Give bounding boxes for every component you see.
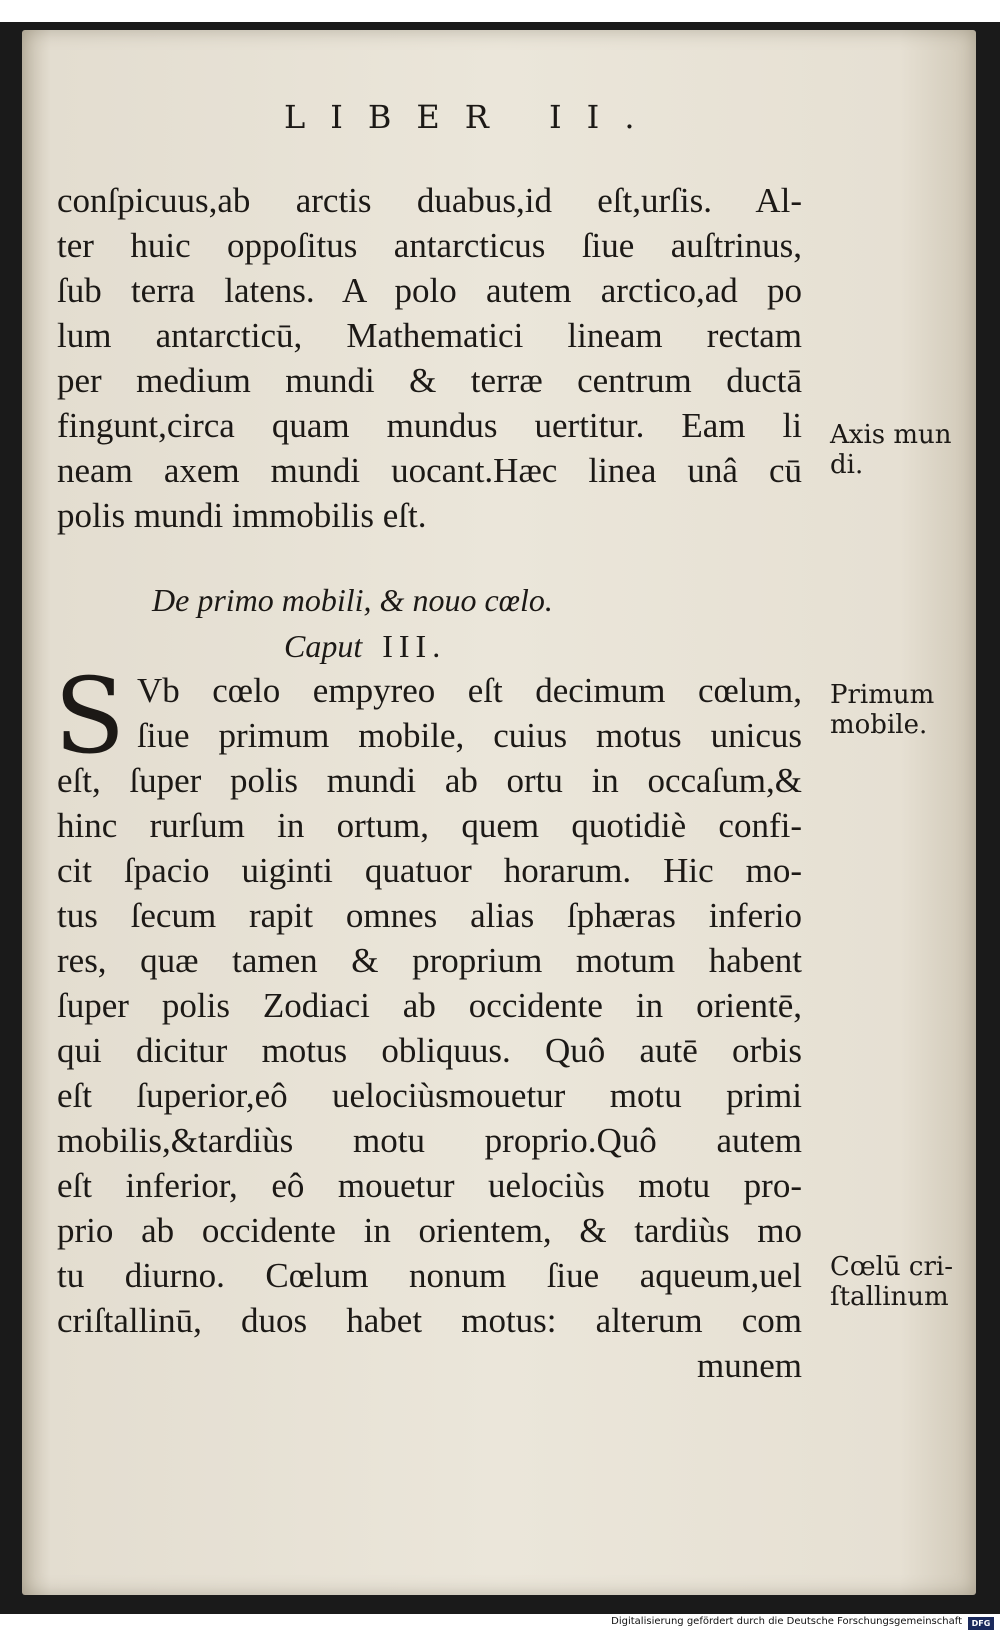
- text-line: conſpicuus,ab arctis duabus,id eſt,urſis. Al-: [57, 181, 802, 220]
- margin-note-primum: [830, 680, 934, 740]
- text-line: per medium mundi & terræ centrum ductā: [57, 361, 802, 400]
- running-header: LIBER II.: [284, 98, 660, 136]
- chapter-title: [284, 628, 446, 665]
- text-line: polis mundi immobilis eſt.: [57, 496, 427, 535]
- text-line: qui dicitur motus obliquus. Quô autē orbis: [57, 1031, 802, 1070]
- drop-cap: S: [54, 655, 126, 777]
- margin-note-coelum: [830, 1252, 953, 1312]
- text-line: mobilis,&tardiùs motu proprio.Quô autem: [57, 1121, 802, 1160]
- chapter-number: III.: [382, 628, 447, 664]
- text-line: ter huic oppoſitus antarcticus ſiue auſtrinus,: [57, 226, 802, 265]
- text-line: eſt ſuperior,eô uelociùsmouetur motu primi: [57, 1076, 802, 1115]
- margin-note-line: di.: [830, 450, 864, 480]
- footer-bar: [0, 1614, 1000, 1634]
- text-line: neam axem mundi uocant.Hæc linea unâ cū: [57, 451, 802, 490]
- margin-note-line: ſtallinum: [830, 1282, 949, 1312]
- text-line: ſuper polis Zodiaci ab occidente in orientē,: [57, 986, 802, 1025]
- section-title: De primo mobili, & nouo cœlo.: [152, 582, 553, 618]
- text-line: eſt inferior, eô mouetur uelociùs motu pro-: [57, 1166, 802, 1205]
- text-line: res, quæ tamen & proprium motum habent: [57, 941, 802, 980]
- text-line: hinc rurſum in ortum, quem quotidiè confi-: [57, 806, 802, 845]
- margin-note-line: Cœlū cri-: [830, 1252, 954, 1282]
- text-line: eſt, ſuper polis mundi ab ortu in occaſum,&: [57, 761, 802, 800]
- book-page: [22, 30, 976, 1595]
- dfg-logo-icon: DFG: [968, 1617, 994, 1630]
- margin-note-line: Axis mun: [830, 420, 952, 450]
- text-line: ſiue primum mobile, cuius motus unicus: [137, 716, 802, 755]
- text-line: cit ſpacio uiginti quatuor horarum. Hic mo-: [57, 851, 802, 890]
- text-line: prio ab occidente in orientem, & tardiùs mo: [57, 1211, 802, 1250]
- text-line: ſub terra latens. A polo autem arctico,ad po: [57, 271, 802, 310]
- margin-note-axis: [830, 420, 952, 480]
- catchword: munem: [697, 1346, 802, 1385]
- footer-credit: Digitalisierung gefördert durch die Deutsche Forschungsgemeinschaft: [611, 1616, 962, 1627]
- text-line: tus ſecum rapit omnes alias ſphæras inferio: [57, 896, 802, 935]
- margin-note-line: mobile.: [830, 710, 928, 740]
- text-line: fingunt,circa quam mundus uertitur. Eam li: [57, 406, 802, 445]
- text-line: lum antarcticū, Mathematici lineam rectam: [57, 316, 802, 355]
- text-line: criſtallinū, duos habet motus: alterum com: [57, 1301, 802, 1340]
- chapter-label: Caput: [284, 628, 363, 664]
- text-line: tu diurno. Cœlum nonum ſiue aqueum,uel: [57, 1256, 802, 1295]
- text-line: Vb cœlo empyreo eſt decimum cœlum,: [137, 671, 802, 710]
- margin-note-line: Primum: [830, 680, 935, 710]
